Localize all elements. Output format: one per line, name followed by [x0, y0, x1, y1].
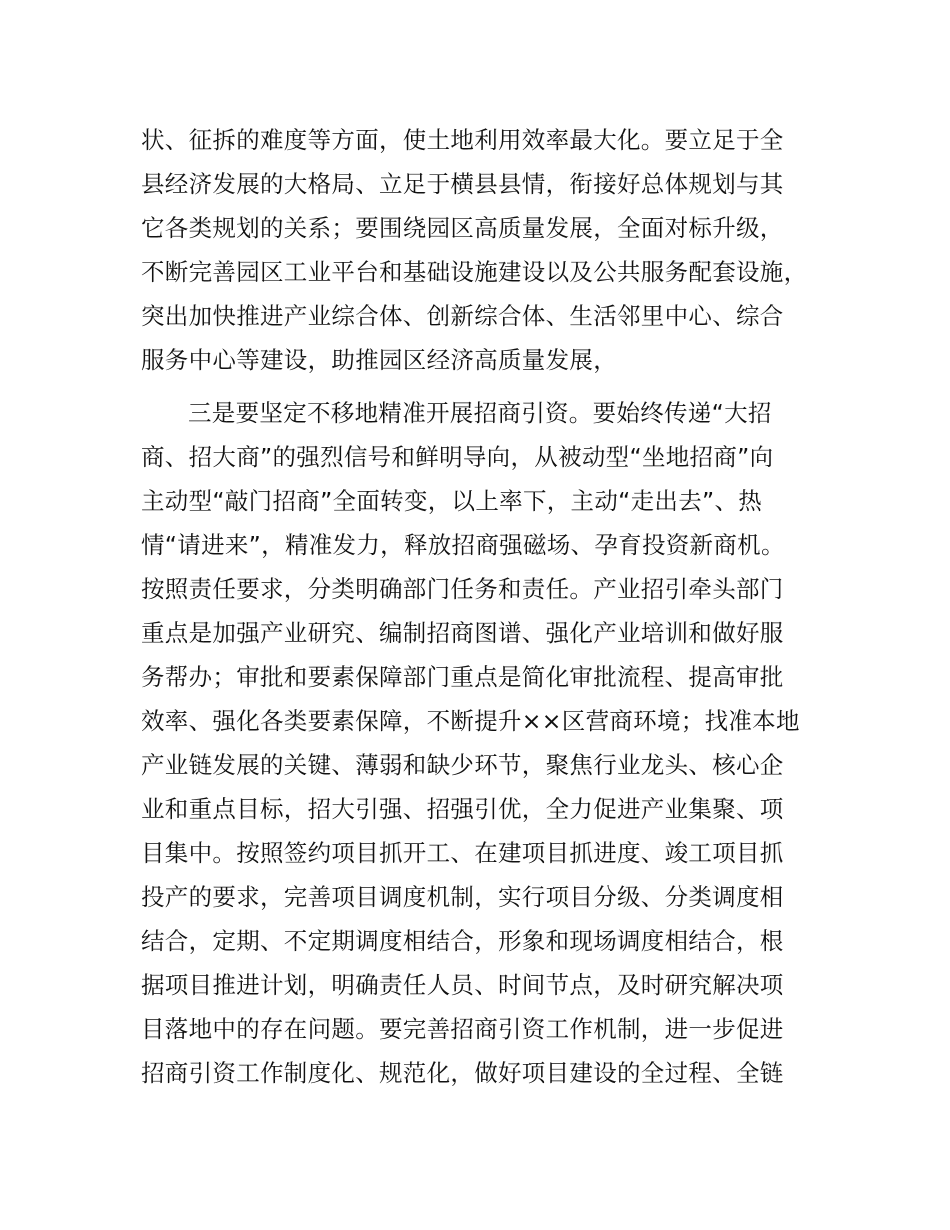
text-line: 情“请进来”，精准发力，释放招商强磁场、孕育投资新商机。	[141, 531, 785, 559]
text-line: 招商引资工作制度化、规范化，做好项目建设的全过程、全链	[141, 1059, 784, 1087]
text-line: 状、征拆的难度等方面，使土地利用效率最大化。要立足于全	[141, 126, 784, 154]
text-line: 县经济发展的大格局、立足于横县县情，衔接好总体规划与其	[141, 170, 784, 198]
text-line: 主动型“敲门招商”全面转变，以上率下，主动“走出去”、热	[141, 487, 763, 515]
text-line: 商、招大商”的强烈信号和鲜明导向，从被动型“坐地招商”向	[141, 443, 774, 471]
text-line: 重点是加强产业研究、编制招商图谱、强化产业培训和做好服	[141, 619, 784, 647]
text-line: 产业链发展的关键、薄弱和缺少环节，聚焦行业龙头、核心企	[141, 751, 784, 779]
text-line: 效率、强化各类要素保障，不断提升××区营商环境；找准本地	[141, 707, 800, 735]
text-line: 目落地中的存在问题。要完善招商引资工作机制，进一步促进	[141, 1015, 784, 1043]
text-line: 服务中心等建设，助推园区经济高质量发展，	[141, 346, 617, 374]
text-line: 据项目推进计划，明确责任人员、时间节点，及时研究解决项	[141, 971, 784, 999]
text-line-indented: 三是要坚定不移地精准开展招商引资。要始终传递“大招	[188, 399, 772, 427]
text-line: 目集中。按照签约项目抓开工、在建项目抓进度、竣工项目抓	[141, 839, 784, 867]
text-line: 结合，定期、不定期调度相结合，形象和现场调度相结合，根	[141, 927, 784, 955]
text-line: 业和重点目标，招大引强、招强引优，全力促进产业集聚、项	[141, 795, 784, 823]
text-line: 按照责任要求，分类明确部门任务和责任。产业招引牵头部门	[141, 575, 784, 603]
text-line: 它各类规划的关系；要围绕园区高质量发展，全面对标升级，	[141, 214, 784, 242]
text-line: 投产的要求，完善项目调度机制，实行项目分级、分类调度相	[141, 883, 784, 911]
text-line: 突出加快推进产业综合体、创新综合体、生活邻里中心、综合	[141, 302, 784, 330]
text-line: 务帮办；审批和要素保障部门重点是简化审批流程、提高审批	[141, 663, 784, 691]
text-line: 不断完善园区工业平台和基础设施建设以及公共服务配套设施，	[141, 258, 808, 286]
